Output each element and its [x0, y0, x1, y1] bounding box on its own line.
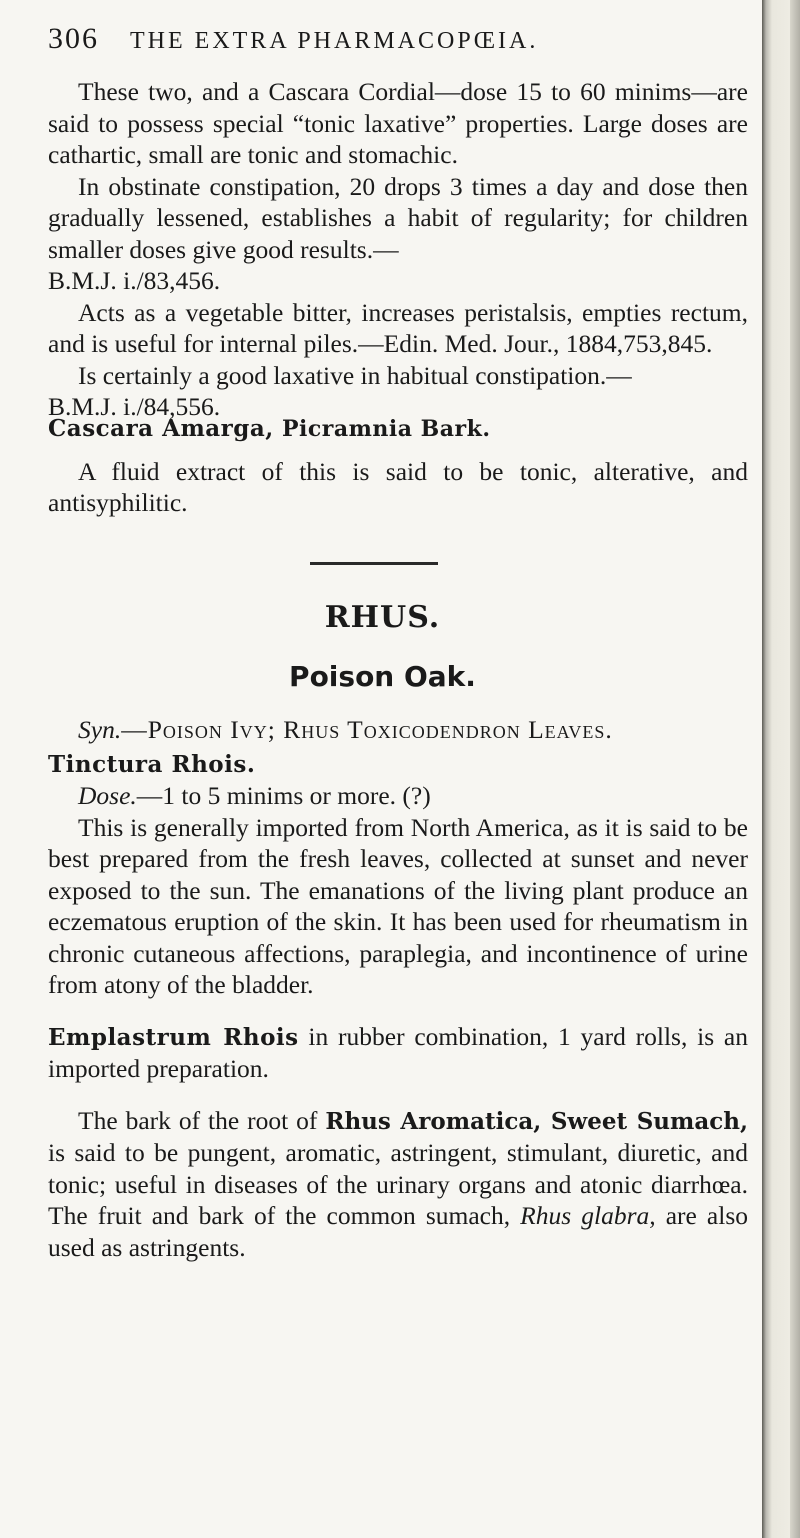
aromatica-paragraph: [48, 1105, 748, 1264]
tinctura-title: Tinctura Rhois.: [48, 750, 256, 778]
paragraph-cordial: These two, and a Cascara Cordial—dose 15 to 60 minims—are said to possess special “tonic laxative” properties. Large doses are cathartic, small are tonic and stomachic.: [48, 77, 748, 169]
glabra-name: Rhus glabra,: [520, 1201, 656, 1230]
amarga-subtitle: Picramnia Bark.: [273, 416, 491, 442]
amarga-text: A fluid extract of this is said to be tonic, alterative, and antisyphilitic.: [48, 456, 748, 517]
paragraph-laxative-text: Is certainly a good laxative in habitual constipation.—: [78, 360, 632, 390]
cascara-section: [48, 76, 748, 423]
section-subtitle-poison-oak: Poison Oak.: [289, 660, 476, 693]
synonyms: [48, 714, 748, 746]
paragraph-constipation: [48, 171, 748, 297]
paragraph-constipation-text: In obstinate constipation, 20 drops 3 times a day and dose then gradually lessened, establishes a habit of regularity; for children smaller doses give good results.—: [48, 171, 748, 264]
syn-text: —Poison Ivy; Rhus Toxicodendron Leaves.: [121, 715, 613, 744]
section-divider: [310, 562, 438, 565]
emplastrum-text: in rubber combination, 1 yard rolls, is an imported preparation.: [48, 1021, 748, 1083]
facing-page-edge: [790, 0, 800, 1538]
dose-line: [48, 780, 748, 812]
amarga-title: Cascara Amarga,: [48, 415, 274, 442]
paragraph-bitter: Acts as a vegetable bitter, increases peristalsis, empties rectum, and is useful for internal piles.—Edin. Med. Jour., 1884,753,845.: [48, 297, 748, 358]
dose-text: —1 to 5 minims or more. (?): [136, 781, 431, 810]
citation-bmj-83: B.M.J. i./83,456.: [48, 266, 221, 295]
running-head: [48, 22, 748, 56]
running-title: THE EXTRA PHARMACOPŒIA.: [130, 28, 539, 54]
page-number: 306: [48, 22, 99, 55]
bark-text-1: is said to be pungent, aromatic, astringent, stimulant, diuretic, and tonic; useful in diseases of the urinary organs and atonic diarrhœa. The fruit and bark of the common sumach,: [48, 1138, 748, 1230]
syn-label: Syn.: [78, 715, 122, 744]
rhus-section: [48, 714, 748, 1263]
bark-intro: The bark of the root of: [78, 1105, 326, 1135]
aromatica-title: Rhus Aromatica, Sweet Sumach,: [325, 1107, 749, 1135]
bark-text-2: are also used as astringents.: [48, 1201, 748, 1262]
tinctura-text: This is generally imported from North America, as it is said to be best prepared from the fresh leaves, collected at sunset and never exposed to the sun. The emanations of the living plant produce an eczematous eruption of the skin. It has been used for rheumatism in chronic cutaneous affections, paraplegia, and incontinence of urine from atony of the bladder.: [48, 812, 748, 999]
citation-bmj-84: B.M.J. i./84,556.: [48, 392, 221, 421]
emplastrum-title: Emplastrum Rhois: [48, 1023, 299, 1051]
section-title-rhus: RHUS.: [324, 600, 441, 635]
dose-label: Dose.: [78, 781, 137, 810]
emplastrum-paragraph: [48, 1021, 748, 1085]
amarga-section: [48, 412, 748, 519]
tinctura-heading: [48, 748, 748, 781]
amarga-heading: [48, 412, 748, 446]
